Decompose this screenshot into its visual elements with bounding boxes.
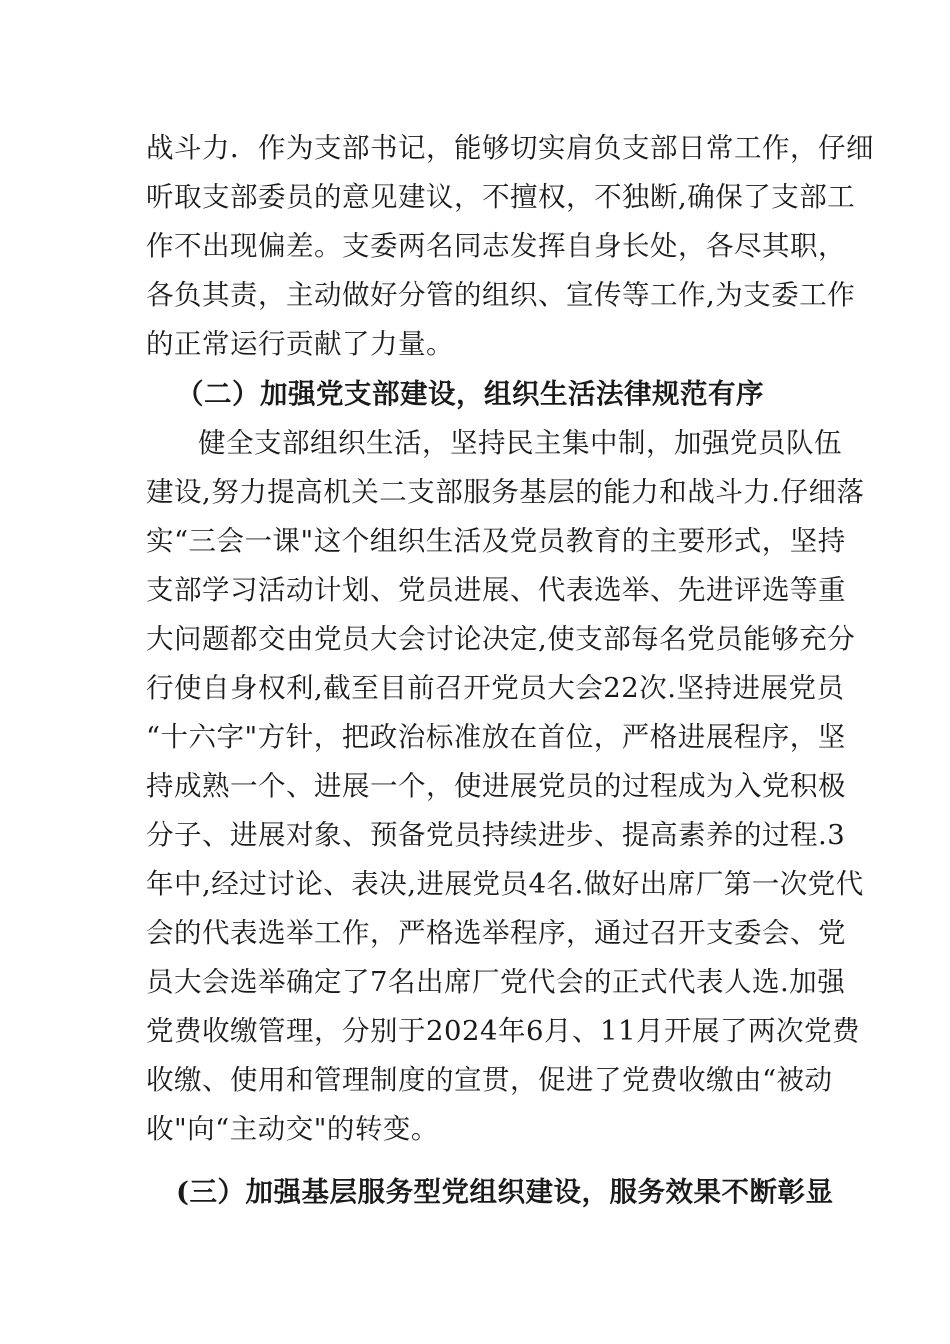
paragraph-line: 作不出现偏差。支委两名同志发挥自身长处，各尽其职， <box>146 230 846 262</box>
paragraph-line: 听取支部委员的意见建议，不擅权，不独断,确保了支部工 <box>146 181 856 213</box>
paragraph-line: 实“三会一课"这个组织生活及党员教育的主要形式，坚持 <box>146 525 846 557</box>
section-heading-2: （二）加强党支部建设，组织生活法律规范有序 <box>176 378 764 410</box>
paragraph-line: “十六字"方针，把政治标准放在首位，严格进展程序，坚 <box>146 721 846 753</box>
paragraph-line: 持成熟一个、进展一个，使进展党员的过程成为入党积极 <box>146 770 846 802</box>
paragraph-line: 建设,努力提高机关二支部服务基层的能力和战斗力.仔细落 <box>146 476 865 508</box>
paragraph-line: 分子、进展对象、预备党员持续进步、提高素养的过程.3 <box>146 819 846 851</box>
paragraph-line: 健全支部组织生活，坚持民主集中制，加强党员队伍 <box>198 427 842 459</box>
section-heading-3: (三）加强基层服务型党组织建设，服务效果不断彰显 <box>176 1176 834 1208</box>
paragraph-line: 的正常运行贡献了力量。 <box>146 328 454 360</box>
paragraph-line: 党费收缴管理，分别于2024年6月、11月开展了两次党费 <box>146 1015 860 1047</box>
paragraph-line: 大问题都交由党员大会讨论决定,使支部每名党员能够充分 <box>146 623 856 655</box>
paragraph-line: 战斗力．作为支部书记，能够切实肩负支部日常工作，仔细 <box>146 132 874 164</box>
paragraph-line: 各负其责，主动做好分管的组织、宣传等工作,为支委工作 <box>146 279 856 311</box>
paragraph-line: 员大会选举确定了7名出席厂党代会的正式代表人选.加强 <box>146 966 846 998</box>
paragraph-line: 行使自身权利,截至目前召开党员大会22次.坚持进展党员 <box>146 672 845 704</box>
paragraph-line: 收"向“主动交"的转变。 <box>146 1113 439 1145</box>
paragraph-line: 支部学习活动计划、党员进展、代表选举、先进评选等重 <box>146 574 846 606</box>
paragraph-line: 年中,经过讨论、表决,进展党员4名.做好出席厂第一次党代 <box>146 868 864 900</box>
paragraph-line: 收缴、使用和管理制度的宣贯，促进了党费收缴由“被动 <box>146 1064 833 1096</box>
paragraph-line: 会的代表选举工作，严格选举程序，通过召开支委会、党 <box>146 917 846 949</box>
